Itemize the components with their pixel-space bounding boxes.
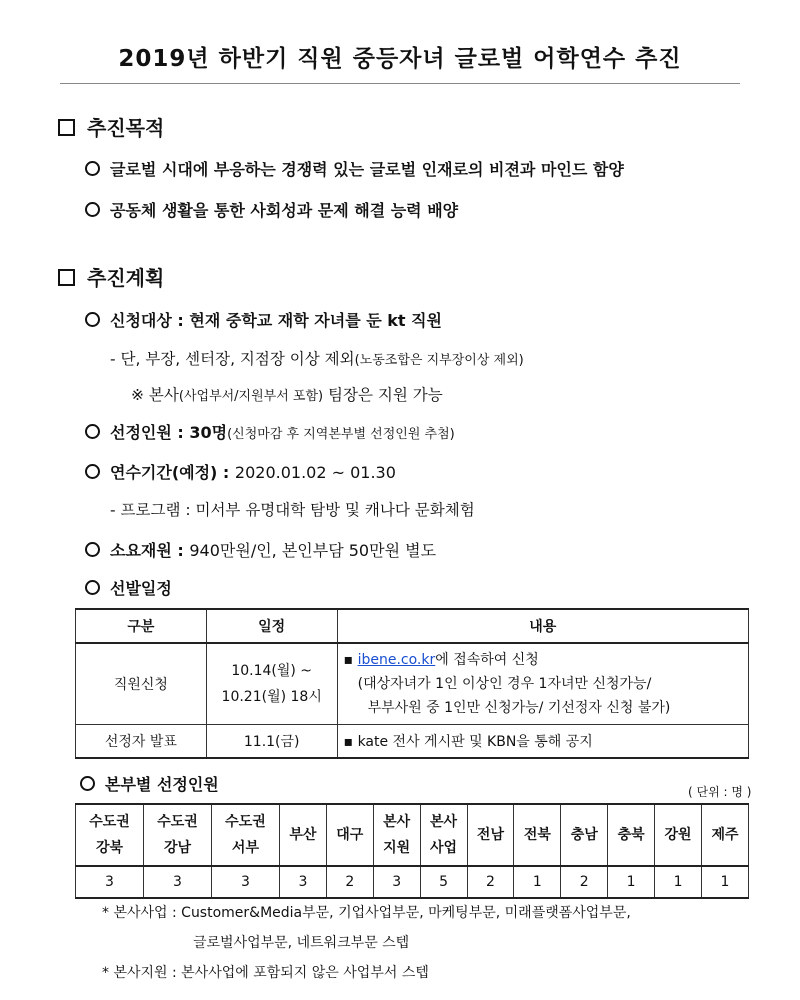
circle-bullet-icon xyxy=(85,580,100,595)
regional-header-line: 전북 xyxy=(523,827,551,843)
plan-budget-value: 940만원/인, 본인부담 50만원 별도 xyxy=(189,541,437,560)
regional-header-cell xyxy=(701,804,748,866)
regional-header-cell xyxy=(655,804,702,866)
regional-value-cell: 1 xyxy=(608,866,655,898)
schedule-header-row xyxy=(76,609,749,643)
regional-values-row xyxy=(76,866,749,898)
purpose-item-2-text: 공동체 생활을 통한 사회성과 문제 해결 능력 배양 xyxy=(110,201,459,220)
schedule-cell-date xyxy=(206,643,337,725)
plan-target-sub2 xyxy=(131,383,443,405)
regional-header-cell xyxy=(373,804,420,866)
regional-value-cell: 1 xyxy=(701,866,748,898)
section-purpose-title: 추진목적 xyxy=(87,116,165,140)
plan-target-sub2-note: (사업부서/지원부서 포함) xyxy=(178,389,324,404)
schedule-content-line2: (대상자녀가 1인 이상인 경우 1자녀만 신청가능/ xyxy=(357,676,652,692)
regional-header-line: 부산 xyxy=(289,827,317,843)
regional-header-line: 사업 xyxy=(430,840,458,856)
regional-header-cell xyxy=(420,804,467,866)
regional-header-cell xyxy=(326,804,373,866)
square-bullet-icon xyxy=(58,119,75,136)
plan-schedule-title: 선발일정 xyxy=(110,579,172,598)
regional-header-cell xyxy=(467,804,514,866)
purpose-item-2 xyxy=(85,198,458,221)
schedule-content-line3: 부부사원 중 1인만 신청가능/ 기선정자 신청 불가) xyxy=(367,700,671,716)
section-purpose-heading xyxy=(58,112,164,141)
plan-regional-title: 본부별 선정인원 xyxy=(105,775,219,794)
schedule-date-end: 10.21(월) 18시 xyxy=(221,689,322,705)
circle-bullet-icon xyxy=(85,542,100,557)
schedule-row-apply xyxy=(76,643,749,725)
regional-header-row xyxy=(76,804,749,866)
plan-period-label: 연수기간(예정) : xyxy=(110,463,235,482)
schedule-header-content: 내용 xyxy=(337,609,748,643)
circle-bullet-icon xyxy=(85,202,100,217)
purpose-item-1-text: 글로벌 시대에 부응하는 경쟁력 있는 글로벌 인재로의 비젼과 마인드 함양 xyxy=(110,160,624,179)
regional-header-line: 충남 xyxy=(570,827,598,843)
plan-period-value: 2020.01.02 ~ 01.30 xyxy=(234,463,396,482)
regional-value-cell: 3 xyxy=(211,866,279,898)
note-line-1: * 본사사업 : Customer&Media부문, 기업사업부문, 마케팅부문, 미래플랫폼사업부문, xyxy=(102,905,631,921)
regional-value-cell: 3 xyxy=(373,866,420,898)
plan-target-label: 신청대상 : xyxy=(110,311,190,330)
regional-header-line: 강남 xyxy=(163,840,191,856)
regional-header-line: 충북 xyxy=(617,827,645,843)
schedule-row-announce xyxy=(76,725,749,759)
note-line-3: * 본사지원 : 본사사업에 포함되지 않은 사업부서 스텝 xyxy=(102,965,429,981)
regional-table xyxy=(75,803,749,899)
regional-header-cell xyxy=(211,804,279,866)
plan-period xyxy=(85,460,396,483)
plan-target-sub2-pre: ※ 본사 xyxy=(131,386,179,404)
regional-value-cell: 1 xyxy=(655,866,702,898)
regional-header-line: 대구 xyxy=(336,827,364,843)
plan-target-value: 현재 중학교 재학 자녀를 둔 kt 직원 xyxy=(189,311,443,330)
document-title: 2019년 하반기 직원 중등자녀 글로벌 어학연수 추진 xyxy=(118,46,682,72)
schedule-header-date: 일정 xyxy=(206,609,337,643)
regional-header-line: 본사 xyxy=(383,814,411,830)
regional-value-cell: 3 xyxy=(76,866,144,898)
regional-value-cell: 2 xyxy=(561,866,608,898)
schedule-cell-category: 선정자 발표 xyxy=(76,725,207,759)
schedule-content-line1: 에 접속하여 신청 xyxy=(435,652,539,668)
regional-header-line: 수도권 xyxy=(157,814,198,830)
regional-value-cell: 3 xyxy=(279,866,326,898)
plan-target xyxy=(85,308,442,331)
plan-target-sub1-main: - 단, 부장, 센터장, 지점장 이상 제외 xyxy=(110,350,355,368)
plan-selection-note: (신청마감 후 지역본부별 선정인원 추첨) xyxy=(227,427,455,442)
plan-budget xyxy=(85,538,436,561)
regional-value-cell: 2 xyxy=(467,866,514,898)
plan-selection-label: 선정인원 : 30명 xyxy=(110,423,228,442)
regional-header-line: 전남 xyxy=(476,827,504,843)
regional-value-cell: 5 xyxy=(420,866,467,898)
schedule-header-category: 구분 xyxy=(76,609,207,643)
regional-header-cell xyxy=(608,804,655,866)
note-line-2: 글로벌사업부문, 네트워크부문 스텝 xyxy=(193,935,410,951)
circle-bullet-icon xyxy=(85,161,100,176)
unit-label: ( 단위 : 명 ) xyxy=(688,785,752,799)
section-plan-title: 추진계획 xyxy=(87,266,165,290)
regional-header-line: 강북 xyxy=(95,840,124,856)
regional-header-line: 지원 xyxy=(383,840,411,856)
schedule-table xyxy=(75,608,749,759)
regional-header-cell xyxy=(279,804,326,866)
circle-bullet-icon xyxy=(85,312,100,327)
plan-target-sub2-post: 팀장은 지원 가능 xyxy=(323,386,443,404)
regional-header-line: 강원 xyxy=(664,827,692,843)
square-bullet-icon xyxy=(58,269,75,286)
schedule-cell-date: 11.1(금) xyxy=(206,725,337,759)
plan-budget-label: 소요재원 : xyxy=(110,541,190,560)
regional-header-line: 제주 xyxy=(711,827,739,843)
regional-value-cell: 3 xyxy=(143,866,211,898)
regional-header-line: 서부 xyxy=(231,840,259,856)
plan-target-sub1-note: (노동조합은 지부장이상 제외) xyxy=(354,353,524,368)
circle-bullet-icon xyxy=(85,464,100,479)
regional-header-cell xyxy=(561,804,608,866)
plan-program: - 프로그램 : 미서부 유명대학 탐방 및 캐나다 문화체험 xyxy=(110,501,475,519)
regional-header-cell xyxy=(143,804,211,866)
plan-regional-heading xyxy=(80,772,219,795)
schedule-date-start: 10.14(월) ~ xyxy=(231,663,313,679)
circle-bullet-icon xyxy=(80,776,95,791)
schedule-cell-content xyxy=(337,643,748,725)
regional-header-line: 수도권 xyxy=(89,814,130,830)
regional-value-cell: 1 xyxy=(514,866,561,898)
regional-header-line: 수도권 xyxy=(225,814,266,830)
plan-target-sub1 xyxy=(110,347,524,369)
purpose-item-1 xyxy=(85,157,624,180)
plan-selection xyxy=(85,420,455,443)
schedule-cell-content: ▪ kate 전사 게시판 및 KBN을 통해 공지 xyxy=(337,725,748,759)
title-divider xyxy=(60,83,740,84)
circle-bullet-icon xyxy=(85,424,100,439)
regional-value-cell: 2 xyxy=(326,866,373,898)
regional-header-line: 본사 xyxy=(430,814,458,830)
plan-schedule-heading xyxy=(85,576,172,599)
schedule-cell-category: 직원신청 xyxy=(76,643,207,725)
regional-header-cell xyxy=(76,804,144,866)
section-plan-heading xyxy=(58,262,164,291)
ibene-link[interactable]: ibene.co.kr xyxy=(357,652,436,668)
bullet-icon: ▪ xyxy=(343,652,358,668)
regional-header-cell xyxy=(514,804,561,866)
